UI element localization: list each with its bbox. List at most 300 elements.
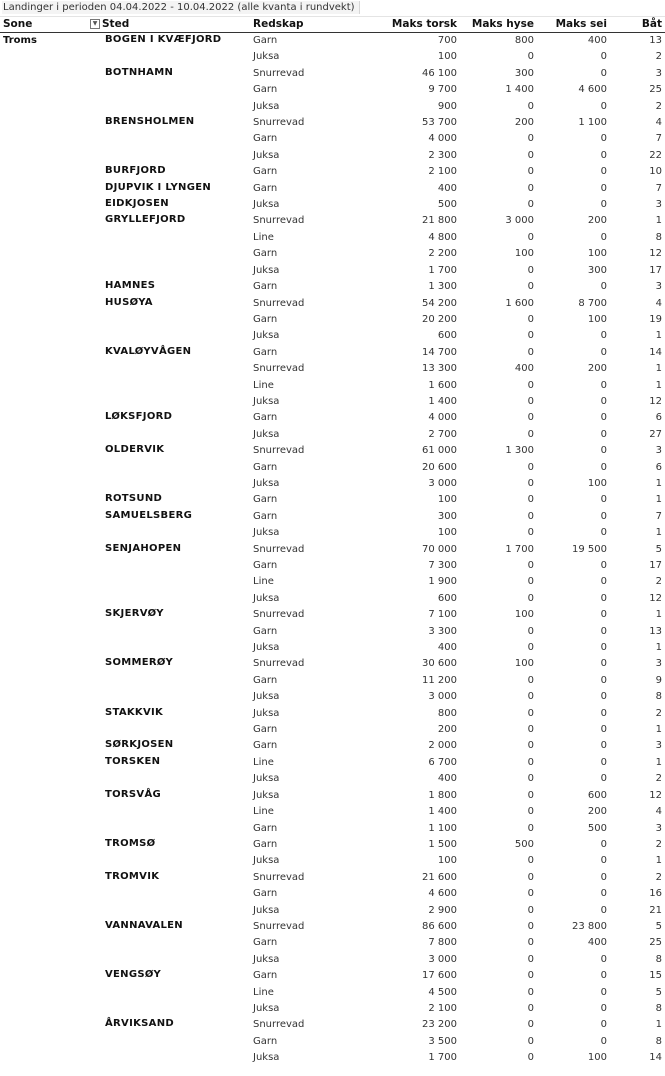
- table-row: [0, 788, 665, 804]
- maks-torsk-cell: 500: [437, 199, 457, 211]
- bat-cell: 8: [655, 691, 662, 703]
- maks-hyse-cell: 100: [514, 248, 534, 260]
- redskap-cell: Garn: [253, 248, 278, 260]
- maks-torsk-cell: 4 000: [428, 412, 457, 424]
- bat-cell: 3: [655, 67, 662, 79]
- bat-cell: 3: [655, 281, 662, 293]
- bat-cell: 4: [655, 117, 662, 129]
- maks-hyse-cell: 0: [527, 428, 534, 440]
- redskap-cell: Line: [253, 576, 274, 588]
- bat-cell: 1: [655, 363, 662, 375]
- bat-cell: 19: [649, 313, 662, 325]
- maks-hyse-cell: 0: [527, 379, 534, 391]
- bat-cell: 1: [655, 724, 662, 736]
- redskap-cell: Juksa: [253, 527, 280, 539]
- maks-sei-cell: 0: [600, 395, 607, 407]
- maks-sei-cell: 300: [587, 264, 607, 276]
- redskap-cell: Line: [253, 806, 274, 818]
- sted-cell: SOMMERØY: [105, 657, 174, 669]
- table-row: [0, 427, 665, 443]
- maks-torsk-cell: 7 300: [428, 560, 457, 571]
- bat-cell: 9: [655, 674, 662, 686]
- maks-sei-cell: 100: [587, 477, 607, 489]
- sted-cell: BOTNHAMN: [105, 66, 174, 78]
- maks-sei-cell: 0: [600, 953, 607, 965]
- maks-sei-cell: 0: [600, 756, 607, 768]
- maks-sei-cell: 0: [600, 658, 607, 670]
- table-row: [0, 394, 665, 410]
- maks-sei-cell: 0: [600, 412, 607, 424]
- maks-hyse-cell: 0: [527, 510, 534, 522]
- bat-cell: 3: [655, 740, 662, 752]
- header-sted-cell[interactable]: [90, 17, 129, 33]
- table-row: [0, 115, 665, 131]
- bat-cell: 1: [655, 609, 662, 621]
- table-row: [0, 164, 665, 180]
- bat-cell: 8: [655, 953, 662, 965]
- table-body: [0, 33, 665, 1067]
- maks-sei-cell: 200: [587, 363, 607, 375]
- redskap-cell: Garn: [253, 724, 278, 736]
- table-row: [0, 903, 665, 919]
- table-row: [0, 99, 665, 115]
- maks-sei-cell: 500: [587, 822, 607, 834]
- maks-torsk-cell: 4 600: [428, 888, 457, 900]
- maks-sei-cell: 0: [600, 494, 607, 506]
- table-header: [0, 16, 665, 33]
- bat-cell: 2: [655, 871, 662, 883]
- redskap-cell: Juksa: [253, 904, 280, 916]
- maks-hyse-cell: 0: [527, 494, 534, 506]
- maks-torsk-cell: 7 800: [428, 937, 457, 949]
- maks-hyse-cell: 3 000: [505, 215, 534, 227]
- maks-torsk-cell: 400: [437, 773, 457, 785]
- redskap-cell: Juksa: [253, 51, 280, 63]
- maks-sei-cell: 0: [600, 871, 607, 883]
- bat-cell: 2: [655, 51, 662, 63]
- maks-hyse-cell: 0: [527, 1002, 534, 1014]
- maks-hyse-cell: 200: [514, 117, 534, 129]
- maks-sei-cell: 0: [600, 724, 607, 736]
- redskap-cell: Garn: [253, 133, 278, 145]
- maks-torsk-cell: 4 800: [428, 231, 457, 243]
- bat-cell: 8: [655, 1035, 662, 1047]
- redskap-cell: Garn: [253, 838, 278, 850]
- maks-torsk-cell: 17 600: [422, 970, 457, 982]
- bat-cell: 10: [649, 166, 662, 178]
- bat-cell: 5: [655, 543, 662, 555]
- table-row: [0, 328, 665, 344]
- maks-hyse-cell: 0: [527, 970, 534, 982]
- maks-hyse-cell: 0: [527, 395, 534, 407]
- bat-cell: 12: [649, 789, 662, 801]
- sted-cell: HUSØYA: [105, 296, 153, 308]
- maks-sei-cell: 8 700: [578, 297, 607, 309]
- maks-hyse-cell: 0: [527, 691, 534, 703]
- maks-sei-cell: 0: [600, 445, 607, 457]
- table-row: [0, 706, 665, 722]
- maks-sei-cell: 0: [600, 67, 607, 79]
- redskap-cell: Juksa: [253, 1052, 280, 1064]
- maks-torsk-cell: 600: [437, 330, 457, 342]
- redskap-cell: Juksa: [253, 789, 280, 801]
- maks-torsk-cell: 54 200: [422, 297, 457, 309]
- maks-hyse-cell: 400: [514, 363, 534, 375]
- table-row: [0, 443, 665, 459]
- maks-torsk-cell: 7 100: [428, 609, 457, 621]
- redskap-cell: Snurrevad: [253, 67, 305, 79]
- table-row: [0, 755, 665, 771]
- maks-sei-cell: 0: [600, 904, 607, 916]
- redskap-cell: Juksa: [253, 395, 280, 407]
- maks-sei-cell: 0: [600, 1035, 607, 1047]
- maks-hyse-cell: 0: [527, 346, 534, 358]
- maks-torsk-cell: 1 900: [428, 576, 457, 588]
- maks-hyse-cell: 0: [527, 920, 534, 932]
- redskap-cell: Line: [253, 379, 274, 391]
- redskap-cell: Juksa: [253, 149, 280, 161]
- maks-hyse-cell: 0: [527, 281, 534, 293]
- bat-cell: 5: [655, 986, 662, 998]
- maks-sei-cell: 0: [600, 855, 607, 867]
- redskap-cell: Garn: [253, 822, 278, 834]
- redskap-cell: Juksa: [253, 691, 280, 703]
- filter-icon[interactable]: ▼: [90, 19, 100, 29]
- table-row: [0, 33, 665, 49]
- bat-cell: 7: [655, 182, 662, 194]
- maks-sei-cell: 0: [600, 330, 607, 342]
- maks-hyse-cell: 0: [527, 756, 534, 768]
- redskap-cell: Juksa: [253, 100, 280, 112]
- maks-hyse-cell: 0: [527, 477, 534, 489]
- sted-cell: HAMNES: [105, 280, 156, 292]
- header-bat[interactable]: Båt: [641, 18, 662, 30]
- maks-torsk-cell: 1 400: [428, 806, 457, 818]
- maks-torsk-cell: 1 600: [428, 379, 457, 391]
- table-row: [0, 640, 665, 656]
- sted-cell: SØRKJOSEN: [105, 739, 174, 751]
- bat-cell: 16: [649, 888, 662, 900]
- maks-hyse-cell: 0: [527, 1035, 534, 1047]
- sted-cell: OLDERVIK: [105, 444, 165, 456]
- maks-hyse-cell: 1 300: [505, 445, 534, 457]
- maks-sei-cell: 4 600: [578, 84, 607, 96]
- maks-hyse-cell: 0: [527, 871, 534, 883]
- maks-hyse-cell: 0: [527, 773, 534, 785]
- table-row: [0, 1001, 665, 1017]
- bat-cell: 3: [655, 822, 662, 834]
- maks-hyse-cell: 0: [527, 133, 534, 145]
- maks-sei-cell: 100: [587, 313, 607, 325]
- maks-hyse-cell: 0: [527, 986, 534, 998]
- table-row: [0, 345, 665, 361]
- maks-sei-cell: 0: [600, 838, 607, 850]
- table-row: [0, 509, 665, 525]
- redskap-cell: Garn: [253, 1035, 278, 1047]
- maks-sei-cell: 0: [600, 773, 607, 785]
- redskap-cell: Garn: [253, 35, 278, 46]
- bat-cell: 25: [649, 937, 662, 949]
- redskap-cell: Line: [253, 231, 274, 243]
- redskap-cell: Garn: [253, 625, 278, 637]
- bat-cell: 8: [655, 231, 662, 243]
- maks-sei-cell: 0: [600, 986, 607, 998]
- bat-cell: 1: [655, 330, 662, 342]
- redskap-cell: Snurrevad: [253, 363, 305, 375]
- redskap-cell: Garn: [253, 674, 278, 686]
- table-row: [0, 460, 665, 476]
- maks-hyse-cell: 100: [514, 658, 534, 670]
- bat-cell: 17: [649, 560, 662, 571]
- maks-torsk-cell: 100: [437, 855, 457, 867]
- bat-cell: 13: [649, 35, 662, 46]
- maks-torsk-cell: 1 300: [428, 281, 457, 293]
- bat-cell: 15: [649, 970, 662, 982]
- table-row: [0, 689, 665, 705]
- maks-hyse-cell: 300: [514, 67, 534, 79]
- sted-cell: GRYLLEFJORD: [105, 214, 186, 226]
- maks-sei-cell: 1 100: [578, 117, 607, 129]
- maks-sei-cell: 0: [600, 576, 607, 588]
- table-row: [0, 410, 665, 426]
- maks-sei-cell: 100: [587, 248, 607, 260]
- maks-hyse-cell: 0: [527, 937, 534, 949]
- maks-torsk-cell: 46 100: [422, 67, 457, 79]
- header-maks-hyse[interactable]: Maks hyse: [471, 18, 534, 30]
- table-row: [0, 476, 665, 492]
- sted-cell: SKJERVØY: [105, 608, 164, 620]
- maks-hyse-cell: 0: [527, 330, 534, 342]
- table-row: [0, 722, 665, 738]
- redskap-cell: Garn: [253, 970, 278, 982]
- maks-torsk-cell: 86 600: [422, 920, 457, 932]
- maks-sei-cell: 0: [600, 560, 607, 571]
- table-row: [0, 673, 665, 689]
- sted-cell: DJUPVIK I LYNGEN: [105, 181, 211, 193]
- maks-torsk-cell: 14 700: [422, 346, 457, 358]
- bat-cell: 14: [649, 346, 662, 358]
- bat-cell: 1: [655, 855, 662, 867]
- redskap-cell: Juksa: [253, 199, 280, 211]
- maks-hyse-cell: 0: [527, 264, 534, 276]
- table-row: [0, 656, 665, 672]
- header-maks-torsk[interactable]: Maks torsk: [391, 18, 457, 30]
- header-redskap[interactable]: Redskap: [253, 18, 304, 30]
- maks-sei-cell: 0: [600, 674, 607, 686]
- redskap-cell: Garn: [253, 313, 278, 325]
- bat-cell: 2: [655, 773, 662, 785]
- redskap-cell: Garn: [253, 166, 278, 178]
- table-row: [0, 935, 665, 951]
- maks-sei-cell: 0: [600, 461, 607, 473]
- sted-cell: SAMUELSBERG: [105, 509, 193, 521]
- table-row: [0, 558, 665, 574]
- bat-cell: 27: [649, 428, 662, 440]
- table-row: [0, 1034, 665, 1050]
- sted-cell: ROTSUND: [105, 493, 163, 505]
- bat-cell: 12: [649, 248, 662, 260]
- maks-torsk-cell: 23 200: [422, 1019, 457, 1031]
- redskap-cell: Line: [253, 986, 274, 998]
- redskap-cell: Garn: [253, 740, 278, 752]
- sted-cell: BURFJORD: [105, 165, 166, 177]
- bat-cell: 1: [655, 494, 662, 506]
- zone-cell: Troms: [3, 35, 37, 46]
- maks-sei-cell: 0: [600, 740, 607, 752]
- maks-torsk-cell: 2 700: [428, 428, 457, 440]
- maks-hyse-cell: 1 600: [505, 297, 534, 309]
- maks-hyse-cell: 0: [527, 313, 534, 325]
- maks-sei-cell: 200: [587, 215, 607, 227]
- maks-sei-cell: 0: [600, 970, 607, 982]
- table-row: [0, 1050, 665, 1066]
- bat-cell: 25: [649, 84, 662, 96]
- maks-sei-cell: 0: [600, 231, 607, 243]
- maks-hyse-cell: 0: [527, 855, 534, 867]
- header-sone[interactable]: Sone: [3, 18, 33, 30]
- table-row: [0, 968, 665, 984]
- bat-cell: 21: [649, 904, 662, 916]
- maks-torsk-cell: 6 700: [428, 756, 457, 768]
- bat-cell: 2: [655, 100, 662, 112]
- maks-torsk-cell: 20 200: [422, 313, 457, 325]
- maks-sei-cell: 0: [600, 642, 607, 654]
- maks-hyse-cell: 0: [527, 231, 534, 243]
- maks-sei-cell: 0: [600, 51, 607, 63]
- maks-torsk-cell: 53 700: [422, 117, 457, 129]
- maks-torsk-cell: 3 000: [428, 691, 457, 703]
- maks-torsk-cell: 400: [437, 182, 457, 194]
- sted-cell: KVALØYVÅGEN: [105, 345, 192, 357]
- maks-hyse-cell: 0: [527, 199, 534, 211]
- redskap-cell: Garn: [253, 346, 278, 358]
- maks-hyse-cell: 0: [527, 1052, 534, 1064]
- redskap-cell: Snurrevad: [253, 920, 305, 932]
- redskap-cell: Juksa: [253, 330, 280, 342]
- table-row: [0, 771, 665, 787]
- table-row: [0, 952, 665, 968]
- table-row: [0, 378, 665, 394]
- maks-torsk-cell: 2 100: [428, 166, 457, 178]
- sted-cell: BRENSHOLMEN: [105, 116, 195, 128]
- maks-torsk-cell: 2 900: [428, 904, 457, 916]
- redskap-cell: Garn: [253, 510, 278, 522]
- table-row: [0, 525, 665, 541]
- maks-torsk-cell: 4 500: [428, 986, 457, 998]
- sted-cell: TROMSØ: [105, 837, 156, 849]
- bat-cell: 7: [655, 133, 662, 145]
- bat-cell: 7: [655, 510, 662, 522]
- header-maks-sei[interactable]: Maks sei: [555, 18, 607, 30]
- maks-torsk-cell: 2 200: [428, 248, 457, 260]
- maks-sei-cell: 0: [600, 888, 607, 900]
- maks-sei-cell: 100: [587, 1052, 607, 1064]
- bat-cell: 1: [655, 477, 662, 489]
- report-title: Landinger i perioden 04.04.2022 - 10.04.2022 (alle kvanta i rundvekt): [0, 0, 665, 16]
- bat-cell: 12: [649, 395, 662, 407]
- maks-torsk-cell: 1 700: [428, 1052, 457, 1064]
- maks-hyse-cell: 1 700: [505, 543, 534, 555]
- bat-cell: 3: [655, 658, 662, 670]
- table-row: [0, 148, 665, 164]
- table-row: [0, 607, 665, 623]
- maks-torsk-cell: 200: [437, 724, 457, 736]
- maks-sei-cell: 0: [600, 592, 607, 604]
- bat-cell: 6: [655, 412, 662, 424]
- table-row: [0, 870, 665, 886]
- maks-torsk-cell: 400: [437, 642, 457, 654]
- maks-hyse-cell: 0: [527, 1019, 534, 1031]
- sted-cell: VENGSØY: [105, 969, 162, 981]
- table-row: [0, 279, 665, 295]
- maks-sei-cell: 400: [587, 35, 607, 46]
- maks-torsk-cell: 2 300: [428, 149, 457, 161]
- header-sted: Sted: [102, 18, 130, 30]
- bat-cell: 2: [655, 838, 662, 850]
- redskap-cell: Snurrevad: [253, 215, 305, 227]
- maks-torsk-cell: 3 500: [428, 1035, 457, 1047]
- maks-torsk-cell: 100: [437, 494, 457, 506]
- maks-hyse-cell: 0: [527, 166, 534, 178]
- redskap-cell: Snurrevad: [253, 1019, 305, 1031]
- redskap-cell: Juksa: [253, 953, 280, 965]
- maks-sei-cell: 0: [600, 379, 607, 391]
- redskap-cell: Garn: [253, 461, 278, 473]
- maks-torsk-cell: 800: [437, 707, 457, 719]
- maks-torsk-cell: 1 700: [428, 264, 457, 276]
- maks-torsk-cell: 30 600: [422, 658, 457, 670]
- maks-sei-cell: 23 800: [572, 920, 607, 932]
- table-row: [0, 230, 665, 246]
- table-row: [0, 804, 665, 820]
- maks-sei-cell: 200: [587, 806, 607, 818]
- table-row: [0, 1017, 665, 1033]
- table-row: [0, 492, 665, 508]
- bat-cell: 2: [655, 707, 662, 719]
- maks-hyse-cell: 0: [527, 724, 534, 736]
- maks-sei-cell: 0: [600, 100, 607, 112]
- maks-hyse-cell: 0: [527, 642, 534, 654]
- maks-hyse-cell: 0: [527, 953, 534, 965]
- bat-cell: 1: [655, 642, 662, 654]
- table-row: [0, 49, 665, 65]
- sted-cell: TORSKEN: [105, 755, 161, 767]
- table-row: [0, 821, 665, 837]
- redskap-cell: Juksa: [253, 773, 280, 785]
- sted-cell: LØKSFJORD: [105, 411, 173, 423]
- maks-sei-cell: 0: [600, 691, 607, 703]
- maks-hyse-cell: 0: [527, 100, 534, 112]
- maks-torsk-cell: 21 600: [422, 871, 457, 883]
- table-row: [0, 263, 665, 279]
- maks-sei-cell: 0: [600, 1019, 607, 1031]
- redskap-cell: Garn: [253, 412, 278, 424]
- maks-hyse-cell: 0: [527, 789, 534, 801]
- table-row: [0, 66, 665, 82]
- table-row: [0, 181, 665, 197]
- maks-hyse-cell: 0: [527, 51, 534, 63]
- maks-sei-cell: 0: [600, 166, 607, 178]
- maks-sei-cell: 0: [600, 510, 607, 522]
- table-row: [0, 131, 665, 147]
- sted-cell: ÅRVIKSAND: [105, 1018, 174, 1030]
- maks-hyse-cell: 0: [527, 674, 534, 686]
- table-row: [0, 361, 665, 377]
- maks-sei-cell: 0: [600, 1002, 607, 1014]
- maks-torsk-cell: 20 600: [422, 461, 457, 473]
- redskap-cell: Line: [253, 756, 274, 768]
- maks-sei-cell: 0: [600, 133, 607, 145]
